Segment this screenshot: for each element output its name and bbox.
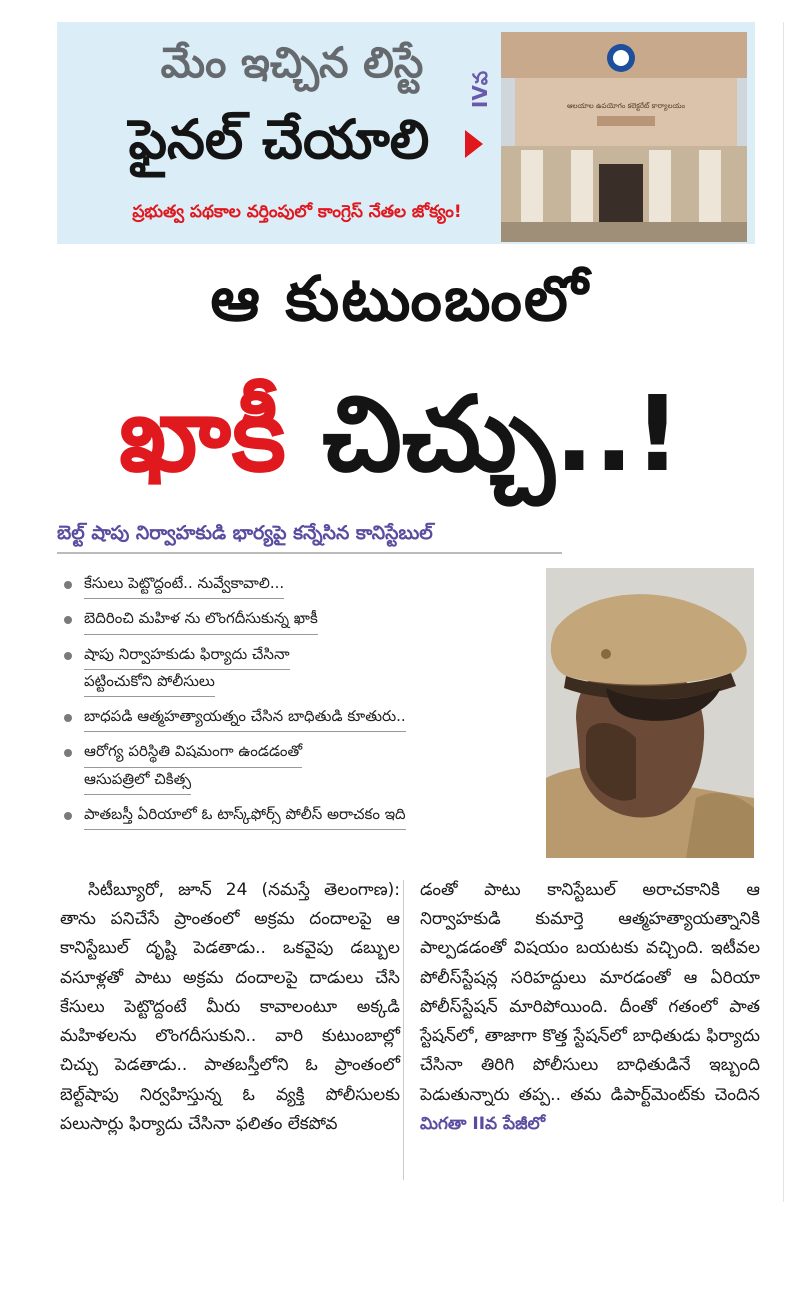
- continued-on-page-link[interactable]: మిగతా IIవ పేజీలో: [420, 1113, 546, 1134]
- subheadline-rule: [57, 552, 562, 554]
- bullet-text-group: [84, 643, 290, 698]
- headline-line2: [0, 372, 800, 497]
- bullet-text: పాతబస్తీ ఏరియాలో ఓ టాస్క్‌ఫోర్స్ పోలీస్ అరాచకం ఇది: [84, 803, 406, 830]
- bullet-text: ఆసుపత్రిలో చికిత్స: [84, 768, 191, 795]
- page-badge: IVవ: [468, 70, 493, 108]
- teaser-headline-line2: ఫైనల్ చేయాలి: [128, 108, 430, 171]
- bullet-item: [60, 705, 530, 732]
- article-body-right: [420, 876, 760, 1139]
- headline-black-word: చిచ్చు..!: [322, 373, 682, 495]
- bullet-text: పట్టించుకోని పోలీసులు: [84, 670, 215, 697]
- bullet-dot-icon: [64, 616, 72, 624]
- police-officer-image: [546, 568, 754, 858]
- article-paragraph: సిటీబ్యూరో, జూన్ 24 (నమస్తే తెలంగాణ): తాను పనిచేసే ప్రాంతంలో అక్రమ దందాలపై ఆ కానిస్టేబుల్ దృష్టి పెడతాడు.. ఒకవైపు డబ్బుల వసూళ్లతో పాటు అక్రమ దందాలపై దాడులు చేసి కేసులు పెట్టొద్దంటే మీరు కావాలంటూ అక్కడి మహిళలను లొంగదీసుకుని.. వారి కుటుంబాల్లో చిచ్చు పెడతాడు.. పాతబస్తీలోని ఓ ప్రాంతంలో బెల్ట్‌షాపు నిర్వహిస్తున్న ఓ వ్యక్తి పోలీసులకు పలుసార్లు ఫిర్యాదు చేసినా ఫలితం లేకపోవ: [60, 880, 400, 1134]
- bullet-item: [60, 572, 530, 599]
- bullet-dot-icon: [64, 581, 72, 589]
- headline-red-word: ఖాకీ: [118, 373, 286, 495]
- bullet-dot-icon: [64, 714, 72, 722]
- bullet-text: బెదిరించి మహిళ ను లొంగదీసుకున్న ఖాకీ: [84, 607, 318, 634]
- article-body-left: [60, 876, 400, 1139]
- bullet-text: షాపు నిర్వాహకుడు ఫిర్యాదు చేసినా: [84, 643, 290, 670]
- bullet-item: [60, 740, 530, 795]
- bullet-dot-icon: [64, 749, 72, 757]
- building-sign-text: ఆలయాల ఉపయోగం కలెక్టరేట్ కార్యాలయం: [566, 102, 686, 110]
- column-divider: [403, 880, 404, 1180]
- pointer-arrow-icon: [465, 130, 483, 158]
- bullet-list: [60, 572, 530, 838]
- bullet-item: [60, 803, 530, 830]
- bullet-text: కేసులు పెట్టొద్దంటే.. నువ్వేకావాలి...: [84, 572, 284, 599]
- office-building-photo: [501, 32, 747, 242]
- bullet-dot-icon: [64, 812, 72, 820]
- teaser-banner[interactable]: [57, 22, 755, 244]
- bullet-text-group: [84, 740, 302, 795]
- bullet-item: [60, 607, 530, 634]
- bullet-text: ఆరోగ్య పరిస్థితి విషమంగా ఉండడంతో: [84, 740, 302, 767]
- bullet-item: [60, 643, 530, 698]
- teaser-subline: ప్రభుత్వ పథకాల వర్తింపులో కాంగ్రెస్ నేతల జోక్యం!: [132, 202, 462, 222]
- bullet-text: బాధపడి ఆత్మహత్యాయత్నం చేసిన బాధితుడి కూతురు..: [84, 705, 406, 732]
- teaser-headline-line1: మేం ఇచ్చిన లిస్టే: [160, 38, 424, 87]
- bullet-dot-icon: [64, 652, 72, 660]
- article-paragraph: డంతో పాటు కానిస్టేబుల్ అరాచకానికి ఆ నిర్వాహకుడి కుమార్తె ఆత్మహత్యాయత్నానికి పాల్పడడంతో విషయం బయటకు వచ్చింది. ఇటీవల పోలీస్‌స్టేషన్ల సరిహద్దులు మారడంతో ఆ ఏరియా పోలీస్‌స్టేషన్ మారిపోయింది. దీంతో గతంలో పాత స్టేషన్‌లో, తాజాగా కొత్త స్టేషన్‌లో బాధితుడు ఫిర్యాదు చేసినా తిరిగి పోలీసులు బాధితుడినే ఇబ్బంది పెడుతున్నారు తప్ప.. తమ డిపార్ట్‌మెంట్‌కు చెందిన: [420, 880, 760, 1105]
- subheadline: బెల్ట్ షాపు నిర్వాహకుడి భార్యపై కన్నేసిన కానిస్టేబుల్: [57, 522, 433, 544]
- headline-line1: ఆ కుటుంబంలో: [210, 262, 590, 335]
- page-edge-rule: [783, 22, 784, 1202]
